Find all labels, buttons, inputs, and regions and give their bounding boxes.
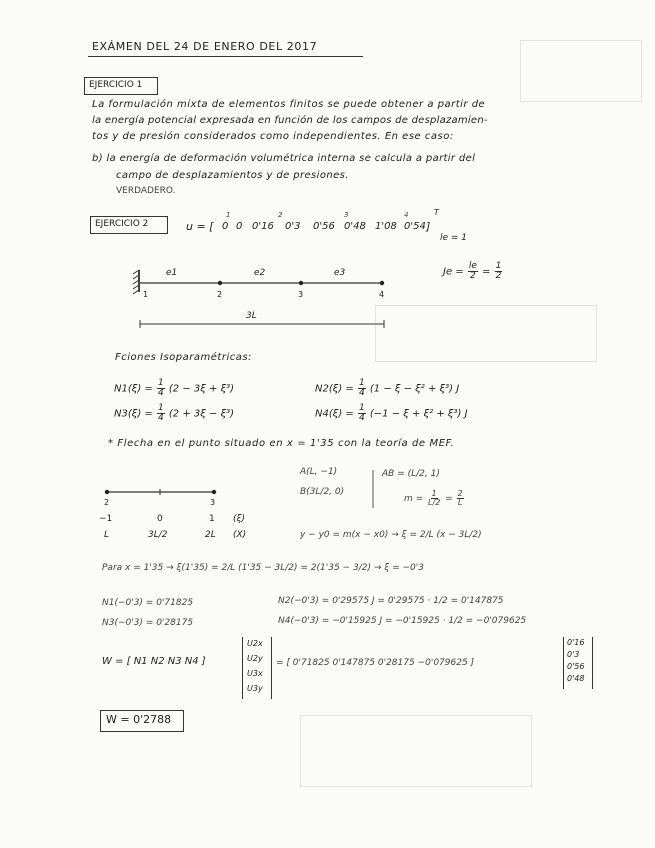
slope-fraction [457, 490, 464, 507]
shape-function-lhs: N3(ξ) = [114, 408, 153, 420]
shape-function-n2 [315, 379, 459, 398]
shape-function-lhs: N2(ξ) = [315, 383, 354, 395]
node-label: 3 [298, 290, 304, 299]
xi-value: −1 [99, 514, 113, 524]
title-underline [88, 56, 363, 57]
fraction-denominator: 4 [358, 413, 365, 423]
u-value: 0'56 [313, 221, 335, 232]
shape-function-n1 [114, 379, 234, 398]
jacobian [443, 262, 503, 281]
displacement-column-vector [242, 637, 272, 699]
ex1-line-2: la energía potencial expresada en función de los campos de desplazamien- [92, 115, 488, 126]
line-equation: y − y0 = m(x − x0) → ξ = 2/L (x − 3L/2) [300, 530, 482, 540]
bleed-through-box [300, 715, 532, 787]
ex2-label: EJERCICIO 2 [95, 219, 149, 229]
node-label: 1 [143, 290, 149, 299]
shape-function-rhs: (−1 − ξ + ξ² + ξ³) J [369, 408, 468, 420]
exam-title: EXÁMEN DEL 24 DE ENERO DEL 2017 [92, 40, 318, 53]
u-vector-close: ] [426, 220, 431, 233]
u-value: 0'16 [252, 221, 274, 232]
slope-fraction [427, 490, 441, 507]
ex1-label: EJERCICIO 1 [89, 80, 143, 90]
vector-entry: 0'56 [567, 662, 585, 671]
fraction-numerator: 2 [457, 489, 463, 498]
element-length: le = 1 [440, 233, 468, 243]
xi-axis-label: (ξ) [233, 514, 246, 524]
node-index: 1 [226, 211, 231, 219]
segment-node [105, 490, 109, 494]
u-value: 0 [222, 221, 229, 232]
n2-value: N2(−0'3) = 0'29575 J = 0'29575 · 1/2 = 0'147875 [278, 596, 504, 606]
x-value: L [104, 530, 110, 540]
ex1-line-4: b) la energía de deformación volumétrica interna se calcula a partir del [92, 153, 476, 164]
fraction-numerator: 1 [358, 378, 365, 388]
slope [404, 490, 465, 507]
u-vector-open: u = [ [186, 220, 214, 233]
xi-value: 0 [157, 514, 163, 524]
shape-function-rhs: (2 − 3ξ + ξ³) [168, 383, 235, 395]
ex1-answer: VERDADERO. [116, 186, 176, 196]
node-index: 3 [344, 211, 349, 219]
u-value: 1'08 [375, 221, 397, 232]
xi-evaluation: Para x = 1'35 → ξ(1'35) = 2/L (1'35 − 3L/2) = 2(1'35 − 3/2) → ξ = −0'3 [102, 563, 424, 573]
bleed-through-box [520, 40, 642, 102]
ex1-line-3: tos y de presión considerados como independientes. En ese caso: [92, 131, 454, 142]
element-label: e3 [334, 268, 346, 278]
segment-node-label: 3 [210, 498, 216, 507]
shape-function-fraction [157, 379, 165, 398]
shape-function-fraction [157, 404, 165, 423]
u-value: 0'3 [285, 221, 301, 232]
deflection-question: * Flecha en el punto situado en x = 1'35 con la teoría de MEF. [108, 438, 455, 449]
n4-value: N4(−0'3) = −0'15925 J = −0'15925 · 1/2 = −0'079625 [278, 616, 527, 626]
point-b: B(3L/2, 0) [300, 487, 345, 497]
wall-hatch [133, 270, 139, 294]
fraction-numerator: 1 [157, 378, 164, 388]
w-formula: W = [ N1 N2 N3 N4 ] [102, 656, 206, 667]
shape-function-fraction [358, 404, 366, 423]
fraction-numerator: 1 [431, 489, 437, 498]
shape-function-fraction [358, 379, 366, 398]
x-value: 2L [205, 530, 216, 540]
node-label: 2 [217, 290, 223, 299]
slope-label: m = [404, 494, 424, 504]
segment-node [212, 490, 216, 494]
node-index: 2 [278, 211, 283, 219]
element-label: e2 [254, 268, 266, 278]
shape-function-n4 [315, 404, 468, 423]
vector-entry: 0'3 [567, 650, 580, 659]
xi-value: 1 [209, 514, 215, 524]
u-value: 0'54 [404, 221, 426, 232]
shape-function-lhs: N1(ξ) = [114, 383, 153, 395]
equals-sign: = [482, 266, 491, 278]
n3-value: N3(−0'3) = 0'28175 [102, 618, 194, 628]
jacobian-fraction [468, 262, 478, 281]
fraction-denominator: 2 [495, 271, 502, 281]
u-value: 0 [236, 221, 243, 232]
fraction-denominator: 4 [358, 388, 365, 398]
equals-sign: = [445, 494, 453, 504]
beam-node [218, 281, 222, 285]
fraction-numerator: le [468, 261, 477, 271]
segment-node-label: 2 [104, 498, 110, 507]
fraction-numerator: 1 [358, 403, 365, 413]
node-index: 4 [404, 211, 409, 219]
w-numeric-row: = [ 0'71825 0'147875 0'28175 −0'079625 ] [276, 658, 475, 668]
ex1-line-5: campo de desplazamientos y de presiones. [116, 170, 349, 181]
fraction-denominator: L [457, 498, 463, 507]
ex1-line-1: La formulación mixta de elementos finitos se puede obtener a partir de [92, 99, 486, 110]
vector-entry: U3y [247, 684, 263, 693]
node-label: 4 [379, 290, 385, 299]
total-length-label: 3L [246, 311, 257, 321]
u-value: 0'48 [344, 221, 366, 232]
fraction-numerator: 1 [495, 261, 502, 271]
jacobian-label: Je = [443, 266, 464, 278]
vector-entry: 0'48 [567, 674, 585, 683]
point-a: A(L, −1) [300, 467, 338, 477]
bleed-through-box [375, 305, 597, 362]
value-column-vector [563, 637, 593, 689]
jacobian-fraction [495, 262, 503, 281]
x-value: 3L/2 [148, 530, 168, 540]
vector-entry: U2x [247, 639, 263, 648]
shape-function-rhs: (2 + 3ξ − ξ³) [168, 408, 235, 420]
fraction-numerator: 1 [157, 403, 164, 413]
element-label: e1 [166, 268, 178, 278]
fraction-denominator: 4 [157, 388, 164, 398]
x-axis-label: (X) [233, 530, 247, 540]
vector-entry: U3x [247, 669, 263, 678]
n1-value: N1(−0'3) = 0'71825 [102, 598, 194, 608]
fraction-denominator: L/2 [428, 498, 441, 507]
shape-function-lhs: N4(ξ) = [315, 408, 354, 420]
vector-ab: AB = (L/2, 1) [382, 469, 440, 479]
beam-node [299, 281, 303, 285]
beam-node [380, 281, 384, 285]
vector-entry: 0'16 [567, 638, 585, 647]
vector-entry: U2y [247, 654, 263, 663]
fraction-denominator: 2 [470, 271, 476, 281]
fraction-denominator: 4 [157, 413, 164, 423]
shape-function-n3 [114, 404, 234, 423]
result-value: W = 0'2788 [106, 713, 172, 726]
shape-function-rhs: (1 − ξ − ξ² + ξ³) J [369, 383, 460, 395]
shape-functions-heading: Fciones Isoparamétricas: [115, 352, 252, 363]
transpose-mark: T [434, 208, 439, 217]
